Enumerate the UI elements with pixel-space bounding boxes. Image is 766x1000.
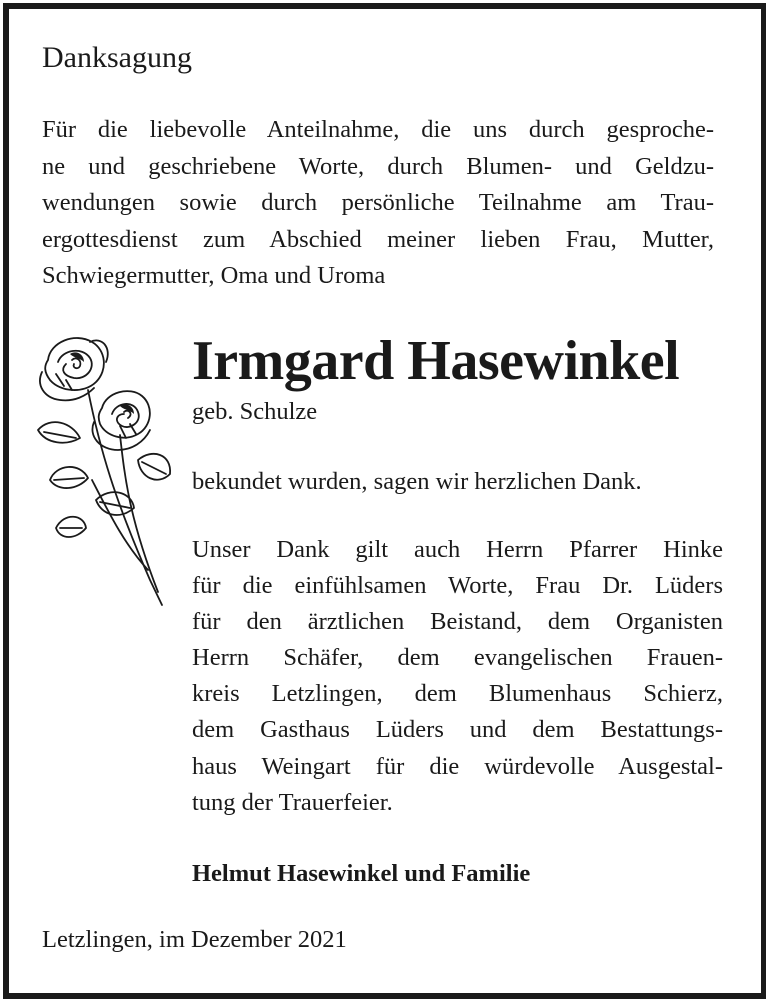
body-line: Unser Dank gilt auch Herrn Pfarrer Hinke: [192, 536, 723, 563]
body-line: für den ärztlichen Beistand, dem Organisten: [192, 608, 723, 636]
intro-line: ne und geschriebene Worte, durch Blumen- und Geldzu-: [42, 152, 714, 180]
body-line: Herrn Schäfer, dem evangelischen Frauen-: [192, 644, 723, 672]
body-line: für die einfühlsamen Worte, Frau Dr. Lüders: [192, 572, 723, 600]
maiden-name: geb. Schulze: [192, 398, 318, 425]
signature: Helmut Hasewinkel und Familie: [192, 860, 531, 887]
deceased-name: Irmgard Hasewinkel: [192, 330, 680, 392]
body-line: haus Weingart für die würdevolle Ausgestal-: [192, 752, 723, 780]
body-line: kreis Letzlingen, dem Blumenhaus Schierz,: [192, 680, 723, 708]
place-date: Letzlingen, im Dezember 2021: [42, 926, 347, 953]
intro-paragraph: [42, 112, 714, 295]
intro-line: ergottesdienst zum Abschied meiner lieben Frau, Mutter,: [42, 225, 714, 253]
body-line: tung der Trauerfeier.: [192, 788, 393, 816]
acknowledgement-paragraph: [192, 532, 723, 821]
roses-illustration-icon: [30, 330, 180, 615]
intro-line: wendungen sowie durch persönliche Teilnahme am Trau-: [42, 189, 714, 216]
intro-line: Für die liebevolle Anteilnahme, die uns durch gesproche-: [42, 116, 714, 143]
body-line: dem Gasthaus Lüders und dem Bestattungs-: [192, 716, 723, 744]
notice-heading: Danksagung: [42, 41, 192, 74]
intro-line: Schwiegermutter, Oma und Uroma: [42, 262, 386, 289]
thanks-line: bekundet wurden, sagen wir herzlichen Dank.: [192, 468, 642, 495]
